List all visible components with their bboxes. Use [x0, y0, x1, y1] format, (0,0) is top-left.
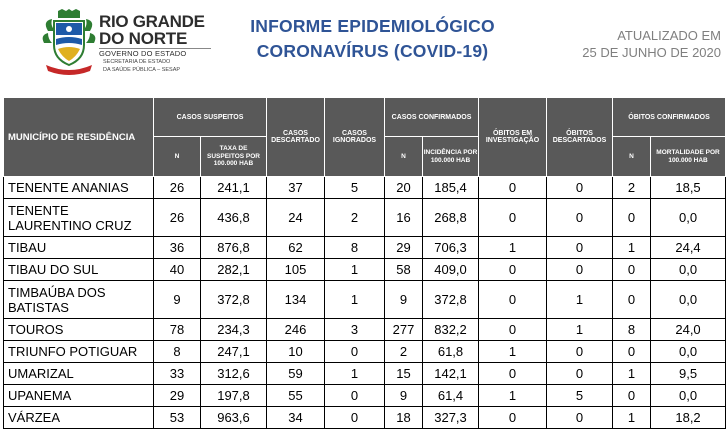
- table-cell: 0: [479, 363, 547, 385]
- municipio-cell: UPANEMA: [4, 385, 154, 407]
- report-title: [230, 14, 515, 64]
- table-cell: 0: [547, 199, 613, 237]
- table-cell: 9,5: [651, 363, 726, 385]
- table-cell: 61,8: [423, 341, 479, 363]
- table-cell: 0,0: [651, 385, 726, 407]
- table-row: [4, 281, 726, 319]
- table-cell: 40: [154, 259, 201, 281]
- table-cell: 142,1: [423, 363, 479, 385]
- table-cell: 0: [547, 341, 613, 363]
- table-cell: 0: [547, 237, 613, 259]
- table-cell: 3: [325, 319, 385, 341]
- table-cell: 277: [385, 319, 423, 341]
- table-cell: 0,0: [651, 199, 726, 237]
- table-cell: 36: [154, 237, 201, 259]
- header-obitos-descartados: ÓBITOS DESCARTADOS: [547, 98, 613, 177]
- table-cell: 0: [547, 177, 613, 199]
- table-cell: 1: [613, 363, 651, 385]
- table-cell: 26: [154, 199, 201, 237]
- table-cell: 53: [154, 407, 201, 429]
- table-cell: 0: [613, 385, 651, 407]
- table-cell: 372,8: [423, 281, 479, 319]
- table-cell: 1: [325, 259, 385, 281]
- table-cell: 0,0: [651, 281, 726, 319]
- table-row: [4, 385, 726, 407]
- header-suspeitos-n: N: [154, 137, 201, 177]
- header-municipio: MUNICÍPIO DE RESIDÊNCIA: [4, 98, 154, 177]
- table-cell: 5: [547, 385, 613, 407]
- table-cell: 2: [385, 341, 423, 363]
- table-cell: 8: [325, 237, 385, 259]
- table-cell: 8: [613, 319, 651, 341]
- table-cell: 1: [479, 237, 547, 259]
- table-cell: 18: [385, 407, 423, 429]
- table-cell: 62: [267, 237, 325, 259]
- table-row: [4, 319, 726, 341]
- table-cell: 241,1: [201, 177, 267, 199]
- table-cell: 1: [613, 407, 651, 429]
- table-cell: 16: [385, 199, 423, 237]
- table-cell: 0: [613, 281, 651, 319]
- table-cell: 185,4: [423, 177, 479, 199]
- table-cell: 2: [613, 177, 651, 199]
- table-cell: 832,2: [423, 319, 479, 341]
- table-row: [4, 177, 726, 199]
- table-row: [4, 407, 726, 429]
- header-mortalidade: MORTALIDADE POR 100.000 HAB: [651, 137, 726, 177]
- table-cell: 0: [547, 259, 613, 281]
- table-cell: 1: [479, 341, 547, 363]
- table-cell: 409,0: [423, 259, 479, 281]
- header-obitos-confirmados: ÓBITOS CONFIRMADOS: [613, 98, 726, 137]
- table-cell: 0: [547, 407, 613, 429]
- org-name-line1: RIO GRANDE: [99, 12, 205, 31]
- table-cell: 1: [547, 319, 613, 341]
- table-cell: 2: [325, 199, 385, 237]
- table-cell: 0,0: [651, 259, 726, 281]
- table-cell: 0: [613, 341, 651, 363]
- update-date-value: 25 DE JUNHO DE 2020: [582, 45, 721, 60]
- table-cell: 24,0: [651, 319, 726, 341]
- table-cell: 34: [267, 407, 325, 429]
- header-casos-confirmados: CASOS CONFIRMADOS: [385, 98, 479, 137]
- table-cell: 706,3: [423, 237, 479, 259]
- table-cell: 0: [479, 281, 547, 319]
- header-obitos-n: N: [613, 137, 651, 177]
- table-cell: 0: [479, 407, 547, 429]
- table-cell: 10: [267, 341, 325, 363]
- update-date: [565, 27, 725, 61]
- table-cell: 55: [267, 385, 325, 407]
- organization-name: [99, 13, 219, 73]
- municipio-cell: TIBAU DO SUL: [4, 259, 154, 281]
- table-cell: 0: [479, 319, 547, 341]
- table-cell: 247,1: [201, 341, 267, 363]
- header-casos-ignorados: CASOS IGNORADOS: [325, 98, 385, 177]
- table-cell: 0: [479, 259, 547, 281]
- table-row: [4, 237, 726, 259]
- table-cell: 197,8: [201, 385, 267, 407]
- org-name-line2: DO NORTE: [99, 29, 188, 48]
- table-row: [4, 341, 726, 363]
- table-cell: 234,3: [201, 319, 267, 341]
- table-cell: 327,3: [423, 407, 479, 429]
- table-cell: 436,8: [201, 199, 267, 237]
- table-cell: 0: [479, 177, 547, 199]
- table-cell: 1: [325, 281, 385, 319]
- org-secretariat-line1: SECRETARIA DE ESTADO: [103, 59, 171, 65]
- header-taxa-suspeitos: TAXA DE SUSPEITOS POR 100.000 HAB: [201, 137, 267, 177]
- table-cell: 963,6: [201, 407, 267, 429]
- report-header: [0, 0, 725, 88]
- table-cell: 59: [267, 363, 325, 385]
- table-cell: 5: [325, 177, 385, 199]
- header-obitos-investigacao: ÓBITOS EM INVESTIGAÇÃO: [479, 98, 547, 177]
- table-cell: 876,8: [201, 237, 267, 259]
- state-coat-of-arms-logo: [40, 9, 98, 75]
- table-cell: 37: [267, 177, 325, 199]
- table-cell: 0: [325, 407, 385, 429]
- table-cell: 18,2: [651, 407, 726, 429]
- table-cell: 24,4: [651, 237, 726, 259]
- table-cell: 0: [547, 363, 613, 385]
- municipio-cell: TENENTE LAURENTINO CRUZ: [4, 199, 154, 237]
- municipio-cell: TOUROS: [4, 319, 154, 341]
- municipio-cell: UMARIZAL: [4, 363, 154, 385]
- update-date-label: ATUALIZADO EM: [617, 28, 721, 43]
- table-cell: 24: [267, 199, 325, 237]
- municipio-cell: TIMBAÚBA DOS BATISTAS: [4, 281, 154, 319]
- table-cell: 58: [385, 259, 423, 281]
- table-cell: 9: [154, 281, 201, 319]
- table-cell: 9: [385, 385, 423, 407]
- table-cell: 0,0: [651, 341, 726, 363]
- table-cell: 18,5: [651, 177, 726, 199]
- table-cell: 1: [613, 237, 651, 259]
- table-row: [4, 363, 726, 385]
- table-cell: 0: [325, 385, 385, 407]
- header-casos-suspeitos: CASOS SUSPEITOS: [154, 98, 267, 137]
- table-cell: 0: [325, 341, 385, 363]
- table-cell: 312,6: [201, 363, 267, 385]
- table-cell: 8: [154, 341, 201, 363]
- table-cell: 1: [547, 281, 613, 319]
- table-cell: 15: [385, 363, 423, 385]
- report-title-line2: CORONAVÍRUS (COVID-19): [256, 41, 489, 61]
- report-title-line1: INFORME EPIDEMIOLÓGICO: [250, 16, 495, 36]
- org-government-label: GOVERNO DO ESTADO: [99, 48, 211, 58]
- table-cell: 26: [154, 177, 201, 199]
- table-cell: 282,1: [201, 259, 267, 281]
- covid-municipality-table: [3, 97, 726, 429]
- table-cell: 0: [613, 259, 651, 281]
- table-cell: 1: [325, 363, 385, 385]
- table-row: [4, 259, 726, 281]
- table-cell: 20: [385, 177, 423, 199]
- table-cell: 372,8: [201, 281, 267, 319]
- table-cell: 134: [267, 281, 325, 319]
- table-cell: 1: [479, 385, 547, 407]
- table-row: [4, 199, 726, 237]
- table-cell: 78: [154, 319, 201, 341]
- header-confirmados-n: N: [385, 137, 423, 177]
- table-cell: 9: [385, 281, 423, 319]
- header-incidencia: INCIDÊNCIA POR 100.000 HAB: [423, 137, 479, 177]
- table-cell: 33: [154, 363, 201, 385]
- table-cell: 29: [154, 385, 201, 407]
- table-cell: 61,4: [423, 385, 479, 407]
- municipio-cell: TENENTE ANANIAS: [4, 177, 154, 199]
- org-secretariat-line2: DA SAÚDE PÚBLICA – SESAP: [103, 66, 181, 73]
- table-cell: 29: [385, 237, 423, 259]
- table-cell: 0: [613, 199, 651, 237]
- table-cell: 246: [267, 319, 325, 341]
- municipio-cell: TIBAU: [4, 237, 154, 259]
- table-cell: 0: [479, 199, 547, 237]
- municipio-cell: TRIUNFO POTIGUAR: [4, 341, 154, 363]
- header-casos-descartado: CASOS DESCARTADO: [267, 98, 325, 177]
- municipio-cell: VÁRZEA: [4, 407, 154, 429]
- table-cell: 268,8: [423, 199, 479, 237]
- table-cell: 105: [267, 259, 325, 281]
